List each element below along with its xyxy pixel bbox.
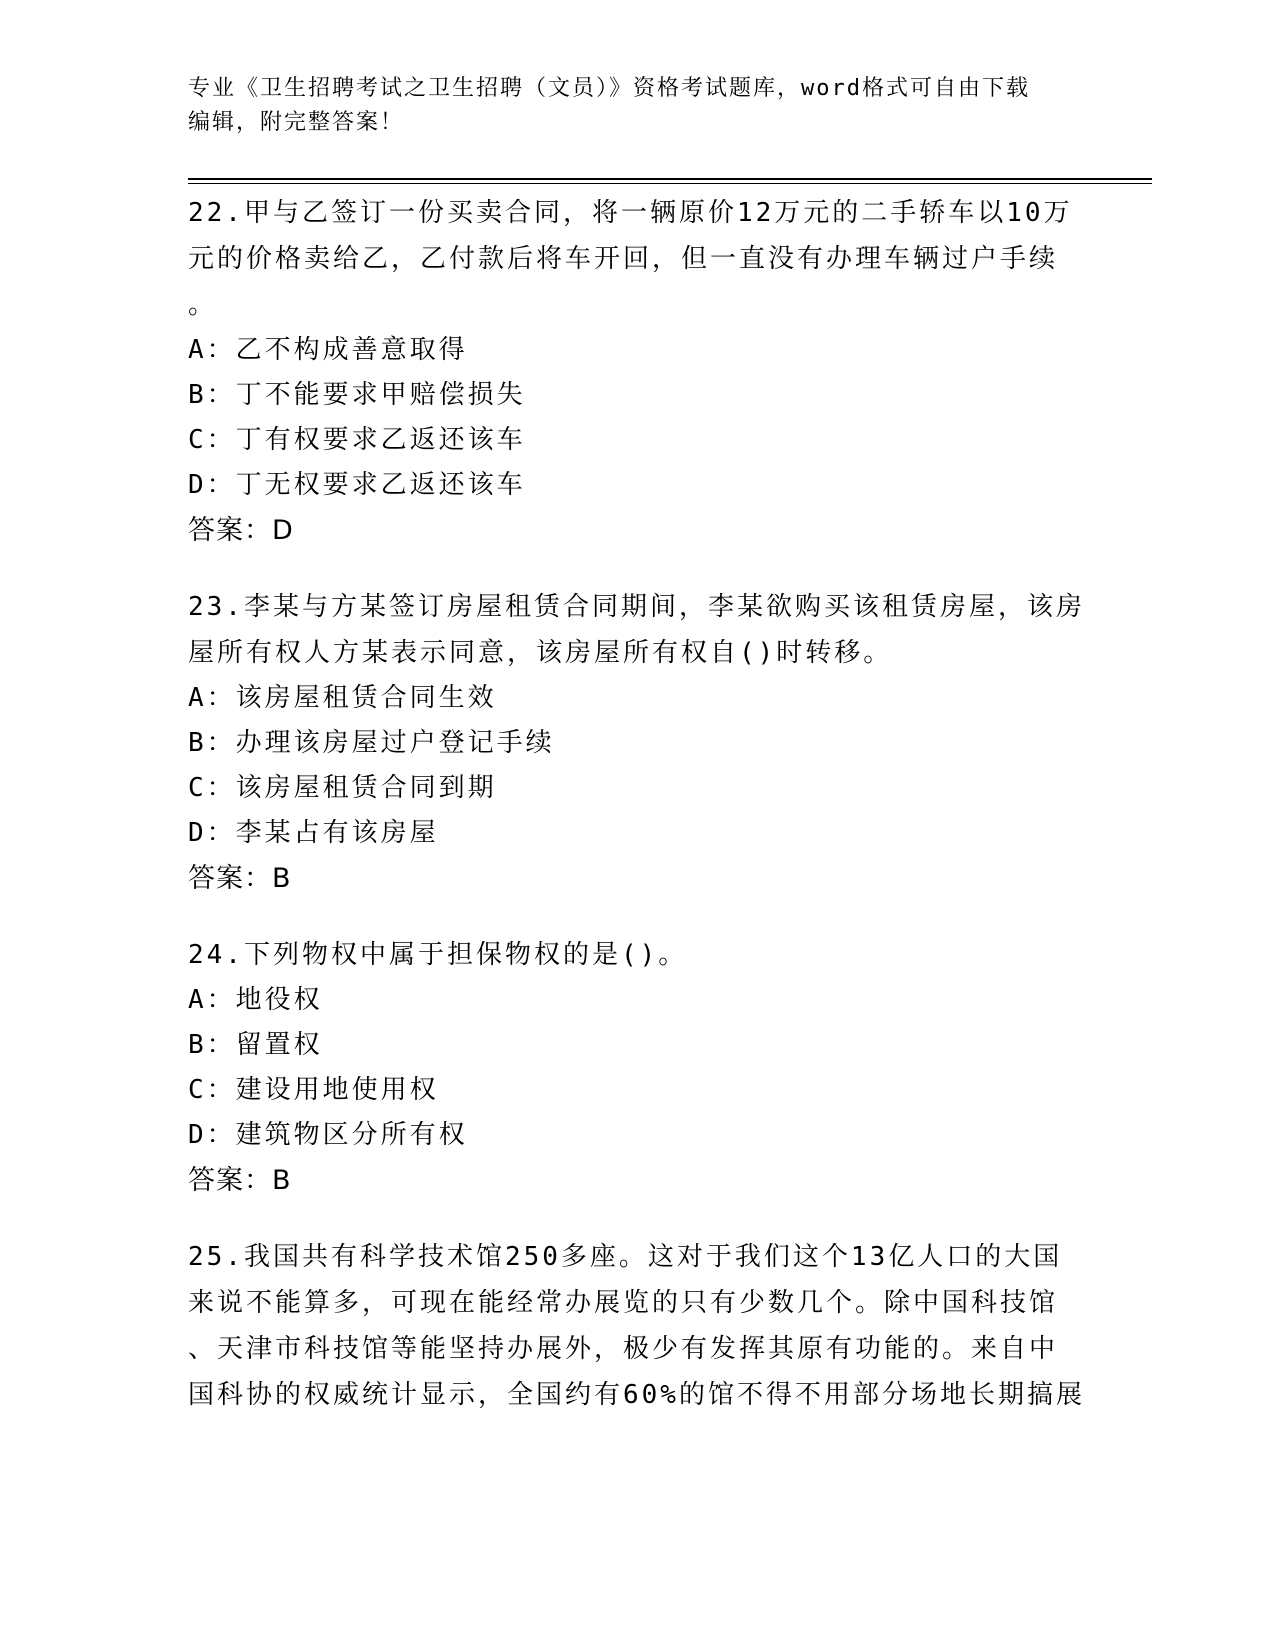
question-stem-line: 屋所有权人方某表示同意，该房屋所有权自()时转移。 [188,638,893,668]
header-line-1: 专业《卫生招聘考试之卫生招聘（文员）》资格考试题库，word格式可自由下载 [188,76,1030,101]
option-c: C：该房屋租赁合同到期 [188,773,497,803]
option-d: D：丁无权要求乙返还该车 [188,470,526,500]
question-22 [188,190,1088,554]
option-a: A：该房屋租赁合同生效 [188,683,497,713]
answer-label: 答案：D [188,515,294,546]
question-list [188,190,1088,1448]
option-a: A：乙不构成善意取得 [188,335,468,365]
option-b: B：留置权 [188,1030,323,1060]
option-b: B：丁不能要求甲赔偿损失 [188,380,526,410]
question-stem-line: 24.下列物权中属于担保物权的是()。 [188,940,688,970]
option-b: B：办理该房屋过户登记手续 [188,728,555,758]
question-stem-line: 来说不能算多，可现在能经常办展览的只有少数几个。除中国科技馆 [188,1288,1059,1318]
question-23 [188,584,1088,902]
header-line-2: 编辑，附完整答案！ [188,110,405,135]
header-divider-thick [188,178,1152,180]
question-24 [188,932,1088,1204]
option-d: D：建筑物区分所有权 [188,1120,468,1150]
option-c: C：建设用地使用权 [188,1075,439,1105]
question-stem-line: 25.我国共有科学技术馆250多座。这对于我们这个13亿人口的大国 [188,1242,1063,1272]
question-25 [188,1234,1088,1418]
question-stem-line: 。 [188,290,218,320]
answer-label: 答案：B [188,863,292,894]
option-a: A：地役权 [188,985,323,1015]
option-c: C：丁有权要求乙返还该车 [188,425,526,455]
question-stem-line: 22.甲与乙签订一份买卖合同，将一辆原价12万元的二手轿车以10万 [188,198,1073,228]
header-divider-thin [188,183,1152,184]
question-stem-line: 23.李某与方某签订房屋租赁合同期间，李某欲购买该租赁房屋，该房 [188,592,1085,622]
question-stem-line: 、天津市科技馆等能坚持办展外，极少有发挥其原有功能的。来自中 [188,1334,1059,1364]
question-stem-line: 国科协的权威统计显示，全国约有60%的馆不得不用部分场地长期搞展 [188,1380,1085,1410]
document-header [188,72,1068,140]
option-d: D：李某占有该房屋 [188,818,439,848]
question-stem-line: 元的价格卖给乙，乙付款后将车开回，但一直没有办理车辆过户手续 [188,244,1059,274]
answer-label: 答案：B [188,1165,292,1196]
